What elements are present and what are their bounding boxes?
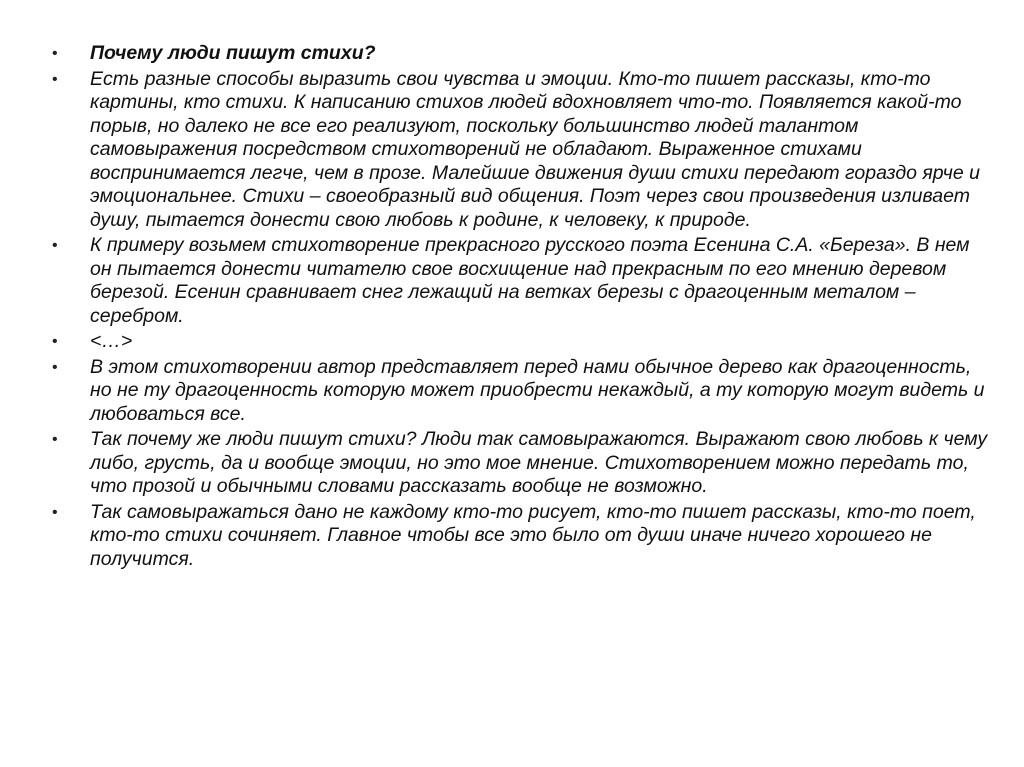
bullet-icon: •: [52, 45, 58, 62]
title-text: Почему люди пишут стихи?: [90, 42, 376, 64]
bullet-icon: •: [52, 358, 58, 376]
paragraph-text: Так почему же люди пишут стихи? Люди так самовыражаются. Выражают свою любовь к чему либо, грусть, да и вообще эмоции, но это мое мнение. Стихотворением можно передать то, что прозой и обычными словами рассказать вообще не возможно.: [90, 428, 988, 497]
bullet-item: [52, 68, 992, 233]
bullet-icon: •: [52, 431, 58, 448]
bullet-icon: •: [52, 70, 58, 88]
paragraph-text: В этом стихотворении автор представляет перед нами обычное дерево как драгоценность, но не ту драгоценность которую может приобрести некаждый, а ту которую могут видеть и любоваться все.: [90, 355, 985, 425]
bullet-list: [52, 42, 992, 573]
paragraph-text: К примеру возьмем стихотворение прекрасного русского поэта Есенина С.А. «Береза». В нем он пытается донести читателю свое восхищение над прекрасным по его мнению деревом березой. Есенин сравнивает снег лежащий на ветках березы с драгоценным металом – серебром.: [90, 234, 970, 327]
bullet-icon: •: [52, 237, 58, 254]
paragraph-text: Так самовыражаться дано не каждому кто-то рисует, кто-то пишет рассказы, кто-то поет, кто-то стихи сочиняет. Главное чтобы все это было от души иначе ничего хорошего не получится.: [90, 500, 976, 570]
omission-marker: <…>: [90, 330, 133, 352]
bullet-item-title: [52, 42, 992, 66]
bullet-item: [52, 428, 992, 499]
bullet-item: [52, 356, 992, 427]
bullet-icon: •: [52, 503, 58, 521]
bullet-item: [52, 330, 992, 354]
bullet-icon: •: [52, 333, 58, 350]
bullet-item: [52, 501, 992, 572]
bullet-item: [52, 234, 992, 328]
paragraph-text: Есть разные способы выразить свои чувства и эмоции. Кто-то пишет рассказы, кто-то картины, кто стихи. К написанию стихов людей вдохновляет что-то. Появляется какой-то порыв, но далеко не все его реализуют, поскольку большинство людей талантом самовыражения посредством стихотворений не обладают. Выраженное стихами воспринимается легче, чем в прозе. Малейшие движения души стихи передают гораздо ярче и эмоциональнее. Стихи – своеобразный вид общения. Поэт через свои произведения изливает душу, пытается донести свою любовь к родине, к человеку, к природе.: [90, 67, 980, 231]
